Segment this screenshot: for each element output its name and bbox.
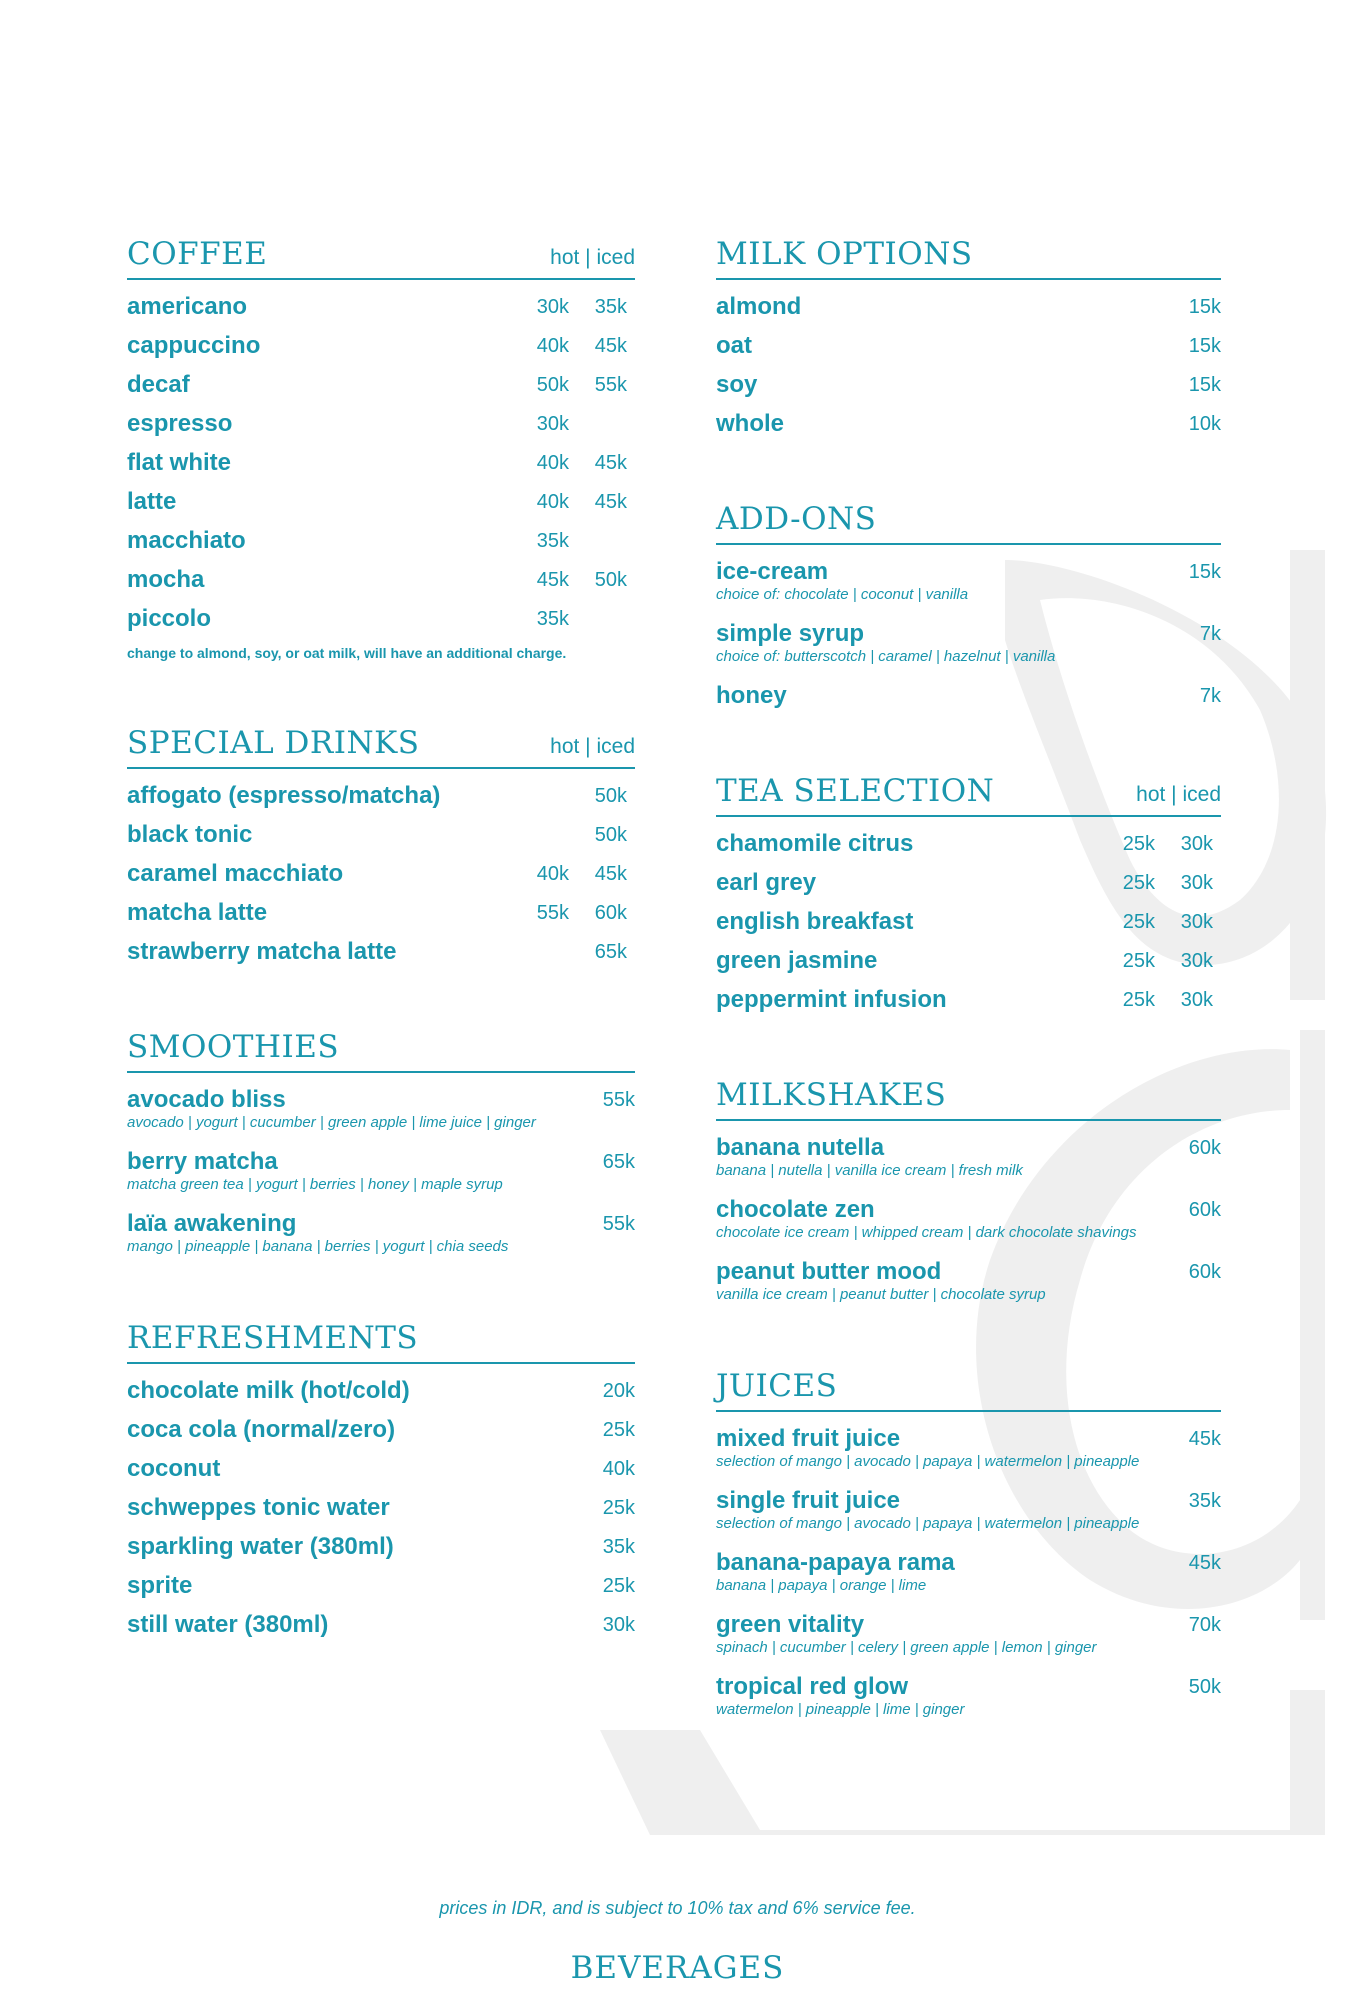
menu-item-name: piccolo — [127, 605, 212, 632]
menu-item-prices — [1175, 333, 1221, 359]
price-iced — [569, 606, 627, 632]
menu-item-text — [716, 1197, 1137, 1242]
price: 40k — [602, 1458, 635, 1480]
menu-item-name: banana-papaya rama — [716, 1549, 955, 1576]
menu-item-text — [716, 411, 784, 437]
menu-item — [127, 411, 635, 437]
menu-title: BEVERAGES — [570, 1950, 785, 1986]
menu-item-text — [716, 683, 787, 709]
menu-item-name: green jasmine — [716, 947, 878, 974]
menu-item-text — [127, 411, 232, 437]
menu-item-name: avocado bliss — [127, 1086, 286, 1113]
price: 25k — [602, 1419, 635, 1441]
menu-item-text — [127, 783, 440, 809]
menu-item-name: flat white — [127, 449, 232, 476]
price-hot — [521, 939, 569, 965]
price-hot: 35k — [536, 608, 569, 630]
menu-item-description: vanilla ice cream | peanut butter | chocolate syrup — [716, 1286, 1046, 1303]
price-hot: 30k — [536, 413, 569, 435]
menu-item-text — [716, 948, 877, 974]
menu-item — [716, 411, 1221, 437]
menu-item — [127, 783, 635, 809]
menu-item-prices — [1107, 831, 1221, 857]
menu-item-prices — [1175, 1426, 1221, 1452]
menu-item — [127, 372, 635, 398]
price-hot: 25k — [1122, 989, 1155, 1011]
price-note: prices in IDR, and is subject to 10% tax and 6% service fee. — [439, 1898, 916, 1918]
price-hot: 35k — [536, 530, 569, 552]
menu-item — [127, 1456, 635, 1482]
price-iced: 65k — [594, 941, 627, 963]
price-iced: 45k — [594, 452, 627, 474]
price: 15k — [1188, 374, 1221, 396]
section-juices — [716, 1364, 1221, 1719]
menu-item-prices — [589, 1149, 635, 1175]
price-iced: 45k — [594, 863, 627, 885]
menu-item — [127, 939, 635, 965]
price-hot: 25k — [1122, 950, 1155, 972]
section-header — [127, 1316, 635, 1364]
menu-item-text — [127, 822, 252, 848]
menu-item-prices — [1175, 1135, 1221, 1161]
menu-item — [716, 1426, 1221, 1471]
menu-item — [716, 948, 1221, 974]
menu-item-description: banana | papaya | orange | lime — [716, 1577, 927, 1594]
price-iced: 50k — [594, 569, 627, 591]
menu-item — [127, 333, 635, 359]
left-column — [127, 232, 635, 1698]
menu-item-prices — [521, 528, 635, 554]
menu-item-prices — [589, 1087, 635, 1113]
menu-item-prices — [1175, 1674, 1221, 1700]
price-iced: 30k — [1180, 833, 1213, 855]
menu-item-text — [127, 528, 246, 554]
menu-item-text — [127, 1211, 508, 1256]
section-header — [716, 1073, 1221, 1121]
menu-item-text — [716, 1426, 1139, 1471]
menu-item — [716, 559, 1221, 604]
section-title: ADD-ONS — [716, 501, 877, 537]
price-hot: 45k — [536, 569, 569, 591]
menu-item-name: chocolate milk (hot/cold) — [127, 1377, 410, 1404]
menu-item-prices — [589, 1534, 635, 1560]
section-add-ons — [716, 497, 1221, 709]
menu-item-description: selection of mango | avocado | papaya | watermelon | pineapple — [716, 1453, 1140, 1470]
menu-item-name: schweppes tonic water — [127, 1494, 390, 1521]
menu-item-prices — [1175, 621, 1221, 647]
menu-item-prices — [1107, 948, 1221, 974]
menu-item-text — [127, 450, 231, 476]
menu-item — [127, 861, 635, 887]
price-iced: 55k — [594, 374, 627, 396]
menu-item-name: black tonic — [127, 821, 253, 848]
menu-item-name: soy — [716, 371, 758, 398]
menu-item-name: honey — [716, 682, 787, 709]
menu-item — [716, 870, 1221, 896]
section-milk-options — [716, 232, 1221, 437]
menu-item — [716, 372, 1221, 398]
menu-item-name: peanut butter mood — [716, 1258, 942, 1285]
section-title: SMOOTHIES — [127, 1029, 340, 1065]
menu-item-prices — [1175, 559, 1221, 585]
menu-item-prices — [589, 1211, 635, 1237]
price-hot: 40k — [536, 491, 569, 513]
menu-item — [716, 1135, 1221, 1180]
menu-item-name: oat — [716, 332, 752, 359]
menu-item-name: americano — [127, 293, 248, 320]
menu-item-text — [127, 1495, 390, 1521]
price: 15k — [1188, 296, 1221, 318]
menu-item-text — [127, 1378, 410, 1404]
menu-item — [716, 1674, 1221, 1719]
menu-item — [127, 1534, 635, 1560]
price-iced: 50k — [594, 785, 627, 807]
section-title: COFFEE — [127, 236, 268, 272]
menu-item-text — [127, 861, 343, 887]
menu-item-prices — [1175, 1550, 1221, 1576]
menu-item-text — [716, 870, 816, 896]
menu-item-text — [127, 1612, 328, 1638]
section-milkshakes — [716, 1073, 1221, 1304]
menu-item-text — [716, 1135, 1023, 1180]
section-refreshments — [127, 1316, 635, 1638]
price: 60k — [1188, 1261, 1221, 1283]
price-iced: 35k — [594, 296, 627, 318]
menu-item-prices — [1107, 870, 1221, 896]
menu-item-prices — [521, 333, 635, 359]
menu-item-prices — [589, 1612, 635, 1638]
menu-item-prices — [589, 1417, 635, 1443]
price-iced: 30k — [1180, 872, 1213, 894]
section-smoothies — [127, 1025, 635, 1256]
menu-item-name: banana nutella — [716, 1134, 885, 1161]
menu-item-name: simple syrup — [716, 620, 865, 647]
menu-item — [127, 822, 635, 848]
price: 15k — [1188, 561, 1221, 583]
price-iced — [569, 411, 627, 437]
menu-item-text — [716, 909, 913, 935]
menu-item — [127, 1087, 635, 1132]
menu-item-name: mocha — [127, 566, 205, 593]
menu-item-prices — [1107, 909, 1221, 935]
menu-item-text — [716, 1488, 1139, 1533]
price: 15k — [1188, 335, 1221, 357]
price-iced: 50k — [594, 824, 627, 846]
menu-item-text — [716, 1612, 1097, 1657]
menu-item-prices — [521, 939, 635, 965]
menu-item-name: chamomile citrus — [716, 830, 914, 857]
menu-item-text — [127, 1149, 503, 1194]
price: 7k — [1199, 685, 1221, 707]
price-hot: 55k — [536, 902, 569, 924]
menu-item — [127, 1149, 635, 1194]
menu-item-description: banana | nutella | vanilla ice cream | fresh milk — [716, 1162, 1023, 1179]
menu-item-prices — [589, 1378, 635, 1404]
menu-item-description: selection of mango | avocado | papaya | watermelon | pineapple — [716, 1515, 1140, 1532]
menu-item-name: sparkling water (380ml) — [127, 1533, 394, 1560]
menu-item-name: cappuccino — [127, 332, 261, 359]
section-header — [127, 232, 635, 280]
menu-item-name: coca cola (normal/zero) — [127, 1416, 396, 1443]
section-header — [716, 769, 1221, 817]
menu-item — [127, 1612, 635, 1638]
section-title: TEA SELECTION — [716, 773, 995, 809]
menu-item-name: single fruit juice — [716, 1487, 901, 1514]
menu-item-text — [127, 1456, 220, 1482]
menu-item — [716, 1488, 1221, 1533]
section-header — [127, 721, 635, 769]
menu-item — [127, 1495, 635, 1521]
price: 20k — [602, 1380, 635, 1402]
menu-item-text — [716, 1550, 955, 1595]
menu-item — [716, 987, 1221, 1013]
menu-item — [127, 1573, 635, 1599]
menu-item-name: ice-cream — [716, 558, 829, 585]
right-column — [716, 232, 1221, 1779]
menu-item-description: spinach | cucumber | celery | green apple | lemon | ginger — [716, 1639, 1097, 1656]
price-iced: 60k — [594, 902, 627, 924]
price-hot: 40k — [536, 863, 569, 885]
menu-item-text — [716, 831, 913, 857]
section-header — [716, 497, 1221, 545]
menu-item-description: choice of: butterscotch | caramel | hazelnut | vanilla — [716, 648, 1056, 665]
menu-item-description: matcha green tea | yogurt | berries | honey | maple syrup — [127, 1176, 503, 1193]
section-title: MILK OPTIONS — [716, 236, 973, 272]
menu-item — [716, 1550, 1221, 1595]
menu-item-prices — [589, 1456, 635, 1482]
menu-item-prices — [521, 861, 635, 887]
menu-item-description: chocolate ice cream | whipped cream | dark chocolate shavings — [716, 1224, 1137, 1241]
menu-item-text — [716, 294, 801, 320]
menu-item-prices — [521, 294, 635, 320]
menu-item-text — [127, 939, 396, 965]
price: 45k — [1188, 1552, 1221, 1574]
price-hot: 30k — [536, 296, 569, 318]
menu-item-name: laïa awakening — [127, 1210, 297, 1237]
menu-item-name: affogato (espresso/matcha) — [127, 782, 441, 809]
menu-item-name: sprite — [127, 1572, 193, 1599]
price: 45k — [1188, 1428, 1221, 1450]
section-header — [127, 1025, 635, 1073]
menu-item-name: tropical red glow — [716, 1673, 909, 1700]
menu-item — [127, 1378, 635, 1404]
price-iced — [569, 528, 627, 554]
price: 7k — [1199, 623, 1221, 645]
menu-item-description: mango | pineapple | banana | berries | yogurt | chia seeds — [127, 1238, 509, 1255]
section-coffee — [127, 232, 635, 661]
menu-item-description: choice of: chocolate | coconut | vanilla — [716, 586, 969, 603]
price-columns-label: hot | iced — [550, 735, 635, 758]
section-title: REFRESHMENTS — [127, 1320, 419, 1356]
menu-item-name: berry matcha — [127, 1148, 278, 1175]
price-hot: 40k — [536, 452, 569, 474]
menu-item-name: earl grey — [716, 869, 817, 896]
menu-item-text — [127, 333, 260, 359]
menu-item-prices — [1175, 1197, 1221, 1223]
menu-item-text — [127, 1573, 192, 1599]
price: 55k — [602, 1089, 635, 1111]
menu-item-prices — [521, 567, 635, 593]
menu-item-name: peppermint infusion — [716, 986, 947, 1013]
menu-item — [127, 900, 635, 926]
menu-item-text — [716, 621, 1055, 666]
price-iced: 30k — [1180, 911, 1213, 933]
menu-item-prices — [1175, 1488, 1221, 1514]
price: 50k — [1188, 1676, 1221, 1698]
menu-item — [127, 294, 635, 320]
menu-item-description: avocado | yogurt | cucumber | green apple | lime juice | ginger — [127, 1114, 536, 1131]
menu-item-prices — [521, 372, 635, 398]
menu-item — [127, 528, 635, 554]
menu-item-text — [716, 1259, 1046, 1304]
menu-item-text — [127, 372, 190, 398]
price-hot: 40k — [536, 335, 569, 357]
price-hot — [521, 783, 569, 809]
menu-item — [127, 450, 635, 476]
menu-item-name: almond — [716, 293, 802, 320]
price: 60k — [1188, 1199, 1221, 1221]
section-title: JUICES — [716, 1368, 838, 1404]
menu-item-name: english breakfast — [716, 908, 914, 935]
menu-item — [127, 1211, 635, 1256]
price: 30k — [602, 1614, 635, 1636]
menu-item-name: chocolate zen — [716, 1196, 875, 1223]
menu-item-text — [127, 489, 176, 515]
menu-item-prices — [521, 783, 635, 809]
price: 35k — [602, 1536, 635, 1558]
menu-item-text — [127, 606, 211, 632]
menu-item — [716, 1259, 1221, 1304]
price: 25k — [602, 1497, 635, 1519]
price-columns-label: hot | iced — [1136, 783, 1221, 806]
price: 60k — [1188, 1137, 1221, 1159]
price-hot: 25k — [1122, 911, 1155, 933]
section-tea-selection — [716, 769, 1221, 1013]
section-header — [716, 232, 1221, 280]
menu-item-prices — [521, 606, 635, 632]
menu-item-prices — [1175, 1612, 1221, 1638]
price-hot: 50k — [536, 374, 569, 396]
menu-item — [716, 1197, 1221, 1242]
menu-item-name: mixed fruit juice — [716, 1425, 901, 1452]
menu-item — [716, 1612, 1221, 1657]
menu-item-description: watermelon | pineapple | lime | ginger — [716, 1701, 965, 1718]
menu-item-prices — [521, 822, 635, 848]
menu-item-name: latte — [127, 488, 177, 515]
menu-item-prices — [1175, 1259, 1221, 1285]
menu-item-name: caramel macchiato — [127, 860, 344, 887]
menu-item-name: strawberry matcha latte — [127, 938, 397, 965]
menu-item-name: green vitality — [716, 1611, 865, 1638]
menu-item — [716, 333, 1221, 359]
menu-item-text — [716, 1674, 965, 1719]
menu-item-prices — [1175, 411, 1221, 437]
menu-item-text — [127, 1417, 395, 1443]
menu-item-prices — [1175, 294, 1221, 320]
price: 70k — [1188, 1614, 1221, 1636]
menu-item-text — [127, 567, 204, 593]
menu-item-text — [127, 294, 247, 320]
menu-item-name: espresso — [127, 410, 233, 437]
section-special-drinks — [127, 721, 635, 965]
menu-item-text — [127, 900, 267, 926]
price-hot: 25k — [1122, 833, 1155, 855]
price: 65k — [602, 1151, 635, 1173]
menu-item-text — [716, 372, 757, 398]
section-title: SPECIAL DRINKS — [127, 725, 420, 761]
menu-item-prices — [521, 900, 635, 926]
section-title: MILKSHAKES — [716, 1077, 947, 1113]
menu-item-text — [716, 559, 968, 604]
price-iced: 45k — [594, 491, 627, 513]
menu-item — [127, 489, 635, 515]
menu-item-name: whole — [716, 410, 785, 437]
menu-item — [716, 831, 1221, 857]
price-iced: 45k — [594, 335, 627, 357]
menu-item-text — [716, 333, 752, 359]
menu-item-prices — [1175, 683, 1221, 709]
menu-item-name: still water (380ml) — [127, 1611, 329, 1638]
menu-item-name: coconut — [127, 1455, 221, 1482]
section-note: change to almond, soy, or oat milk, will have an additional charge. — [127, 645, 567, 661]
menu-item-name: matcha latte — [127, 899, 268, 926]
menu-item-text — [127, 1534, 394, 1560]
menu-item-prices — [589, 1495, 635, 1521]
price: 35k — [1188, 1490, 1221, 1512]
menu-item-prices — [1175, 372, 1221, 398]
menu-item-prices — [1107, 987, 1221, 1013]
menu-item-name: decaf — [127, 371, 190, 398]
menu-item-text — [716, 987, 947, 1013]
menu-item-text — [127, 1087, 536, 1132]
price: 10k — [1188, 413, 1221, 435]
menu-item — [127, 606, 635, 632]
menu-item — [716, 683, 1221, 709]
price-hot — [521, 822, 569, 848]
price-iced: 30k — [1180, 950, 1213, 972]
menu-item — [716, 621, 1221, 666]
menu-item-name: macchiato — [127, 527, 246, 554]
menu-item-prices — [521, 411, 635, 437]
price: 55k — [602, 1213, 635, 1235]
menu-item-prices — [521, 489, 635, 515]
menu-item — [716, 909, 1221, 935]
menu-item — [716, 294, 1221, 320]
price-columns-label: hot | iced — [550, 246, 635, 269]
section-header — [716, 1364, 1221, 1412]
menu-item — [127, 567, 635, 593]
menu-item-prices — [589, 1573, 635, 1599]
menu-item-prices — [521, 450, 635, 476]
menu-item — [127, 1417, 635, 1443]
price: 25k — [602, 1575, 635, 1597]
price-iced: 30k — [1180, 989, 1213, 1011]
price-hot: 25k — [1122, 872, 1155, 894]
